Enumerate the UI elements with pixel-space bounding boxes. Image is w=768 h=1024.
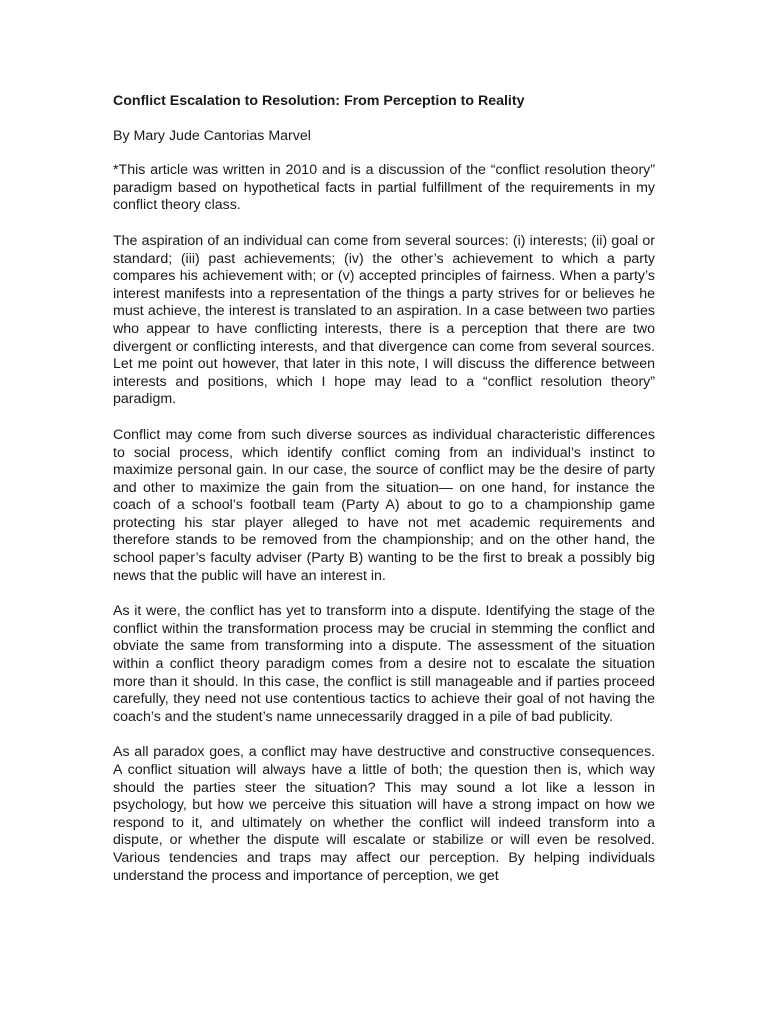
document-title: Conflict Escalation to Resolution: From Perception to Reality bbox=[113, 93, 525, 109]
paragraph-dispute-stage: As it were, the conflict has yet to transform into a dispute. Identifying the stage of the conflict within the transformation process may be crucial in stemming the conflict and obviate the same from transforming into a dispute. The assessment of the situation within a conflict theory paradigm comes from a desire not to escalate the situation more than it should. In this case, the conflict is still manageable and if parties proceed carefully, they need not use contentious tactics to achieve their goal of not having the coach’s and the student’s name unnecessarily dragged in a pile of bad publicity. bbox=[113, 603, 655, 725]
document-byline: By Mary Jude Cantorias Marvel bbox=[113, 127, 311, 144]
paragraph-aspiration: The aspiration of an individual can come from several sources: (i) interests; (ii) goal or standard; (iii) past achievements; (iv) the other’s achievement to which a party compares his achievement with; or (v) accepted principles of fairness. When a party’s interest manifests into a representation of the things a party strives for or believes he must achieve, the interest is translated to an aspiration. In a case between two parties who appear to have conflicting interests, there is a perception that there are two divergent or conflicting interests, and that divergence can come from several sources. Let me point out however, that later in this note, I will discuss the difference between interests and positions, which I hope may lead to a “conflict resolution theory” paradigm. bbox=[113, 232, 655, 408]
paragraph-note: *This article was written in 2010 and is a discussion of the “conflict resolution theory” paradigm based on hypothetical facts in partial fulfillment of the requirements in my conflict theory class. bbox=[113, 162, 655, 214]
paragraph-conflict-sources: Conflict may come from such diverse sources as individual characteristic differences to social process, which identify conflict coming from an individual’s instinct to maximize personal gain. In our case, the source of conflict may be the desire of party and other to maximize the gain from the situation— on one hand, for instance the coach of a school’s football team (Party A) about to go to a championship game protecting his star player alleged to have not met academic requirements and therefore stands to be removed from the championship; and on the other hand, the school paper’s faculty adviser (Party B) wanting to be the first to break a possibly big news that the public will have an interest in. bbox=[113, 426, 655, 584]
document-page bbox=[113, 93, 655, 885]
paragraph-paradox: As all paradox goes, a conflict may have destructive and constructive consequences. A conflict situation will always have a little of both; the question then is, which way should the parties steer the situation? This may sound a lot like a lesson in psychology, but how we perceive this situation will have a strong impact on how we respond to it, and ultimately on whether the conflict will indeed transform into a dispute, or whether the dispute will escalate or stabilize or will even be resolved. Various tendencies and traps may affect our perception. By helping individuals understand the process and importance of perception, we get bbox=[113, 744, 655, 884]
